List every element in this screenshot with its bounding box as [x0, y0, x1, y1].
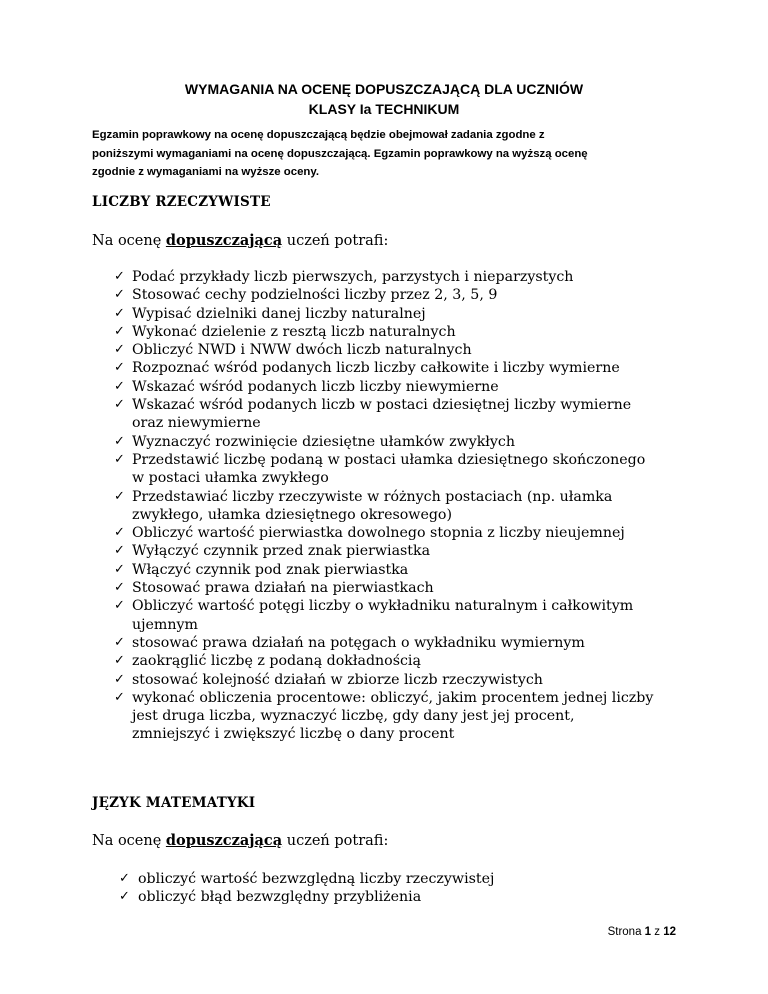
section-heading-math-language: JĘZYK MATEMATYKI	[92, 795, 256, 811]
page-label: Strona	[607, 926, 645, 938]
checkmark-icon: ✓	[114, 342, 125, 358]
requirement-text: stosować prawa działań na potęgach o wykładniku wymiernym	[132, 634, 585, 651]
checkmark-icon: ✓	[114, 488, 125, 504]
requirement-item	[0, 579, 653, 597]
requirement-text: obliczyć błąd bezwzględny przybliżenia	[138, 889, 422, 906]
checkmark-icon: ✓	[114, 305, 125, 321]
checkmark-icon: ✓	[114, 598, 125, 614]
checkmark-icon: ✓	[119, 871, 130, 886]
lead-text: Na ocenę	[92, 233, 166, 249]
requirement-text: Stosować cechy podzielności liczby przez 2, 3, 5, 9	[132, 287, 498, 304]
page-current: 1	[644, 926, 652, 938]
document-title-line1: WYMAGANIA NA OCENĘ DOPUSZCZAJĄCĄ DLA UCZNIÓW	[184, 81, 584, 97]
lead-text: Na ocenę	[92, 833, 166, 849]
checkmark-icon: ✓	[114, 323, 125, 339]
requirement-text: obliczyć wartość bezwzględną liczby rzeczywistej	[138, 871, 495, 887]
requirement-text: ujemnym	[132, 616, 198, 633]
requirement-item	[0, 433, 653, 451]
checkmark-icon: ✓	[114, 634, 125, 650]
requirements-list	[0, 268, 653, 744]
requirement-item	[0, 268, 653, 286]
requirement-text: Wypisać dzielniki danej liczby naturalnej	[132, 305, 426, 322]
lead-emphasis: dopuszczającą	[165, 232, 283, 249]
requirement-text: zaokrąglić liczbę z podaną dokładnością	[132, 653, 421, 670]
checkmark-icon: ✓	[114, 433, 125, 449]
intro-line: Egzamin poprawkowy na ocenę dopuszczającą będzie obejmował zadania zgodne z	[92, 129, 545, 141]
checkmark-icon: ✓	[114, 397, 125, 413]
requirement-item	[0, 652, 653, 670]
requirement-item	[0, 305, 653, 323]
requirement-text: Przedstawić liczbę podaną w postaci ułamka dziesiętnego skończonego	[132, 451, 646, 468]
checkmark-icon: ✓	[119, 889, 130, 905]
requirement-item	[0, 396, 653, 433]
requirement-item	[0, 671, 653, 689]
requirement-item	[0, 542, 653, 560]
requirement-text: Wykonać dzielenie z resztą liczb naturalnych	[132, 323, 456, 340]
document-title-line2: KLASY Ia TECHNIKUM	[308, 101, 460, 117]
checkmark-icon: ✓	[114, 653, 125, 669]
requirement-text: Rozpoznać wśród podanych liczb liczby całkowite i liczby wymierne	[132, 360, 620, 377]
requirement-item	[0, 524, 653, 542]
requirement-item	[0, 341, 653, 359]
requirement-item	[0, 359, 653, 377]
checkmark-icon: ✓	[114, 671, 125, 687]
checkmark-icon: ✓	[114, 543, 125, 559]
requirement-text: Wskazać wśród podanych liczb w postaci dziesiętnej liczby wymierne	[132, 397, 632, 414]
requirement-item	[0, 634, 653, 652]
requirement-text: w postaci ułamka zwykłego	[132, 470, 329, 487]
requirement-item	[0, 378, 653, 396]
requirement-text: wykonać obliczenia procentowe: obliczyć, jakim procentem jednej liczby	[132, 689, 654, 706]
checkmark-icon: ✓	[114, 287, 125, 303]
requirements-list	[0, 870, 494, 907]
lead-emphasis: dopuszczającą	[165, 832, 283, 849]
requirement-text: Wyznaczyć rozwinięcie dziesiętne ułamków zwykłych	[132, 433, 516, 450]
requirement-item	[0, 323, 653, 341]
requirement-text: Włączyć czynnik pod znak pierwiastka	[132, 561, 409, 578]
requirement-item	[0, 870, 494, 888]
requirement-text: Wskazać wśród podanych liczb liczby niewymierne	[132, 378, 499, 395]
checkmark-icon: ✓	[114, 580, 125, 596]
requirement-item	[0, 597, 653, 634]
requirement-text: Obliczyć wartość pierwiastka dowolnego stopnia z liczby nieujemnej	[132, 525, 625, 542]
checkmark-icon: ✓	[114, 525, 125, 541]
requirement-item	[0, 488, 653, 525]
requirement-text: jest druga liczba, wyznaczyć liczbę, gdy dany jest jej procent,	[132, 708, 575, 725]
checkmark-icon: ✓	[114, 269, 125, 284]
intro-line: zgodnie z wymaganiami na wyższe oceny.	[92, 166, 320, 178]
requirement-item	[0, 451, 653, 488]
section-heading-real-numbers: LICZBY RZECZYWISTE	[92, 194, 271, 210]
section-lead	[92, 232, 388, 249]
requirement-text: oraz niewymierne	[132, 415, 261, 432]
page-of-label: z	[651, 926, 664, 938]
requirement-text: Stosować prawa działań na pierwiastkach	[132, 580, 434, 597]
requirement-item	[0, 561, 653, 579]
lead-text: uczeń potrafi:	[282, 833, 389, 849]
page-footer	[608, 926, 676, 938]
section-lead	[92, 832, 388, 849]
lead-text: uczeń potrafi:	[282, 233, 389, 249]
requirement-text: zmniejszyć i zwiększyć liczbę o dany procent	[132, 726, 455, 743]
page-total: 12	[663, 926, 676, 938]
requirement-text: Obliczyć wartość potęgi liczby o wykładniku naturalnym i całkowitym	[132, 598, 634, 615]
requirement-text: zwykłego, ułamka dziesiętnego okresowego)	[132, 506, 452, 523]
requirement-item	[0, 888, 494, 906]
requirement-item	[0, 689, 653, 744]
requirement-text: Obliczyć NWD i NWW dwóch liczb naturalnych	[132, 342, 472, 359]
requirement-text: Podać przykłady liczb pierwszych, parzystych i nieparzystych	[132, 269, 574, 285]
requirement-text: stosować kolejność działań w zbiorze liczb rzeczywistych	[132, 671, 543, 688]
checkmark-icon: ✓	[114, 561, 125, 577]
requirement-text: Wyłączyć czynnik przed znak pierwiastka	[132, 543, 431, 560]
intro-paragraph	[92, 126, 682, 182]
requirement-item	[0, 286, 653, 304]
checkmark-icon: ✓	[114, 689, 125, 705]
intro-line: poniższymi wymaganiami na ocenę dopuszczającą. Egzamin poprawkowy na wyższą ocenę	[92, 147, 588, 160]
requirement-text: Przedstawiać liczby rzeczywiste w różnych postaciach (np. ułamka	[132, 488, 613, 505]
checkmark-icon: ✓	[114, 451, 125, 467]
checkmark-icon: ✓	[114, 360, 125, 376]
checkmark-icon: ✓	[114, 378, 125, 394]
